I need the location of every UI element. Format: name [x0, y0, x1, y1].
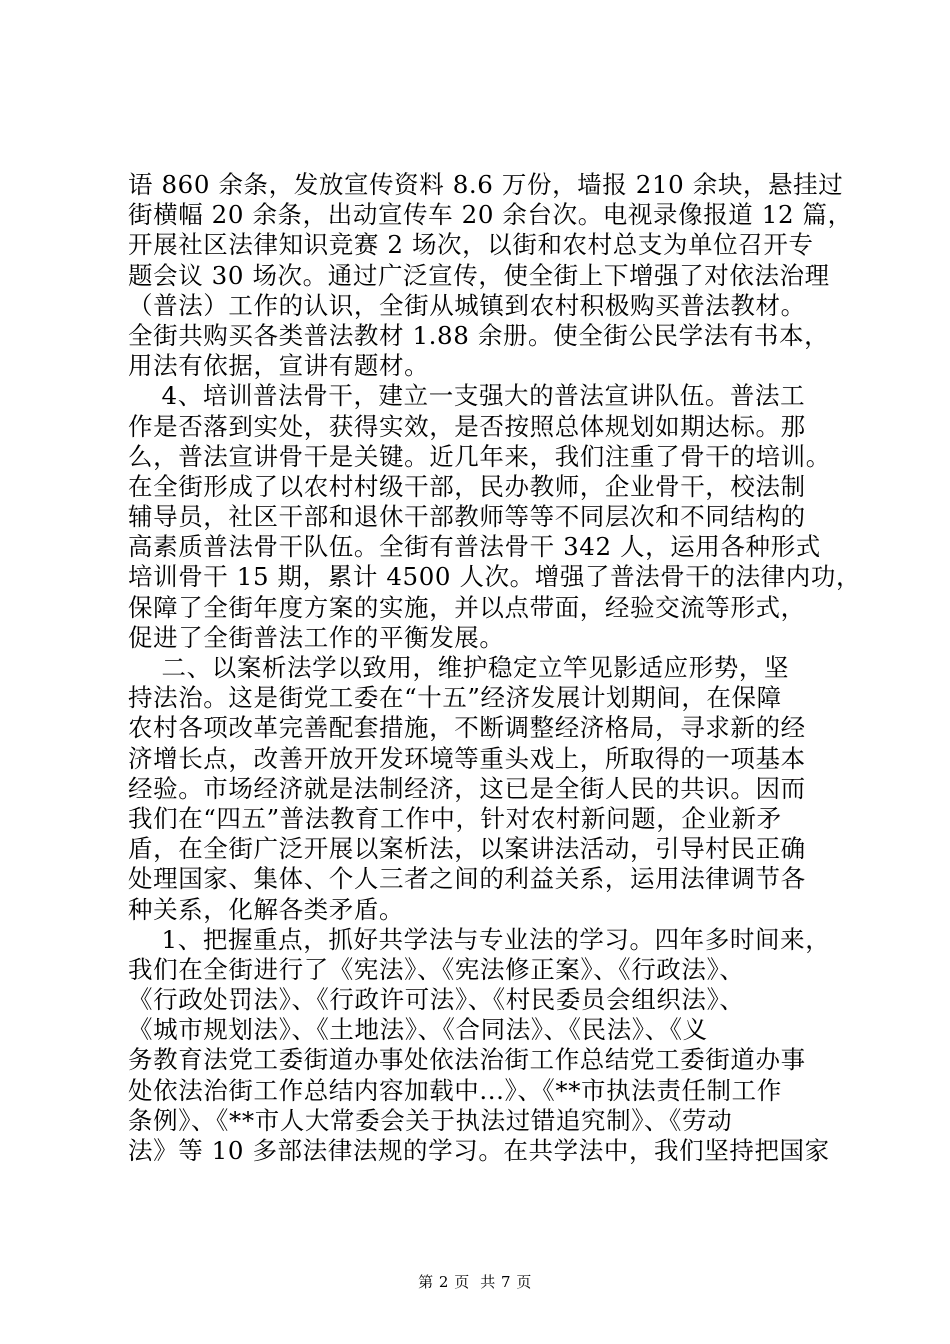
text-line: 我们在全街进行了《宪法》、《宪法修正案》、《行政法》、: [128, 954, 745, 984]
text-line: 题会议 30 场次。通过广泛宣传，使全街上下增强了对依法治理: [128, 260, 830, 290]
text-line: 处依法治街工作总结内容加载中...》、《**市执法责任制工作: [128, 1075, 782, 1105]
text-line: 《城市规划法》、《土地法》、《合同法》、《民法》、《义: [128, 1015, 708, 1045]
text-line: 务教育法党工委街道办事处依法治街工作总结党工委街道办事: [128, 1045, 806, 1075]
text-line: 农村各项改革完善配套措施，不断调整经济格局，寻求新的经: [128, 713, 806, 743]
text-line: 在全街形成了以农村村级干部，民办教师，企业骨干，校法制: [128, 471, 806, 501]
text-line: （普法）工作的认识，全街从城镇到农村积极购买普法教材。: [128, 290, 806, 320]
text-line: 济增长点，改善开放开发环境等重头戏上，所取得的一项基本: [128, 743, 806, 773]
text-line: 1、把握重点，抓好共学法与专业法的学习。四年多时间来，: [128, 924, 831, 954]
text-line: 我们在“四五”普法教育工作中，针对农村新问题，企业新矛: [128, 803, 782, 833]
page-footer: [0, 1272, 950, 1292]
text-line: 二、以案析法学以致用，维护稳定立竿见影适应形势，坚: [128, 653, 790, 682]
text-line: 经验。市场经济就是法制经济，这已是全街人民的共识。因而: [128, 773, 806, 803]
text-line: 么，普法宣讲骨干是关键。近几年来，我们注重了骨干的培训。: [128, 441, 831, 471]
text-line: 处理国家、集体、个人三者之间的利益关系，运用法律调节各: [128, 864, 806, 894]
text-line: 街横幅 20 余条，出动宣传车 20 余台次。电视录像报道 12 篇，: [128, 200, 853, 230]
text-line: 法》等 10 多部法律法规的学习。在共学法中，我们坚持把国家: [128, 1136, 830, 1165]
text-line: 开展社区法律知识竞赛 2 场次，以街和农村总支为单位召开专: [128, 230, 814, 260]
text-line: 条例》、《**市人大常委会关于执法过错追究制》、《劳动: [128, 1105, 733, 1135]
text-line: 盾，在全街广泛开展以案析法，以案讲法活动，引导村民正确: [128, 834, 806, 864]
text-line: 高素质普法骨干队伍。全街有普法骨干 342 人，运用各种形式: [128, 532, 821, 562]
text-line: 全街共购买各类普法教材 1.88 余册。使全街公民学法有书本，: [128, 320, 830, 350]
text-line: 持法治。这是街党工委在“十五”经济发展计划期间，在保障: [128, 683, 782, 713]
text-line: 作是否落到实处，获得实效，是否按照总体规划如期达标。那: [128, 411, 806, 441]
text-line: 保障了全街年度方案的实施，并以点带面，经验交流等形式，: [128, 592, 806, 622]
text-line: 语 860 余条，发放宣传资料 8.6 万份，墙报 210 余块，悬挂过: [128, 170, 844, 199]
text-line: 辅导员，社区干部和退休干部教师等等不同层次和不同结构的: [128, 502, 806, 532]
body-text: [128, 170, 862, 1166]
text-line: 《行政处罚法》、《行政许可法》、《村民委员会组织法》、: [128, 985, 745, 1015]
text-line: 种关系，化解各类矛盾。: [128, 894, 405, 924]
page-number-label: 第 2 页 共 7 页: [418, 1273, 532, 1291]
text-line: 培训骨干 15 期，累计 4500 人次。增强了普法骨干的法律内功，: [128, 562, 862, 592]
text-line: 促进了全街普法工作的平衡发展。: [128, 622, 505, 652]
text-line: 用法有依据，宣讲有题材。: [128, 351, 430, 381]
text-line: 4、培训普法骨干，建立一支强大的普法宣讲队伍。普法工: [128, 381, 806, 411]
